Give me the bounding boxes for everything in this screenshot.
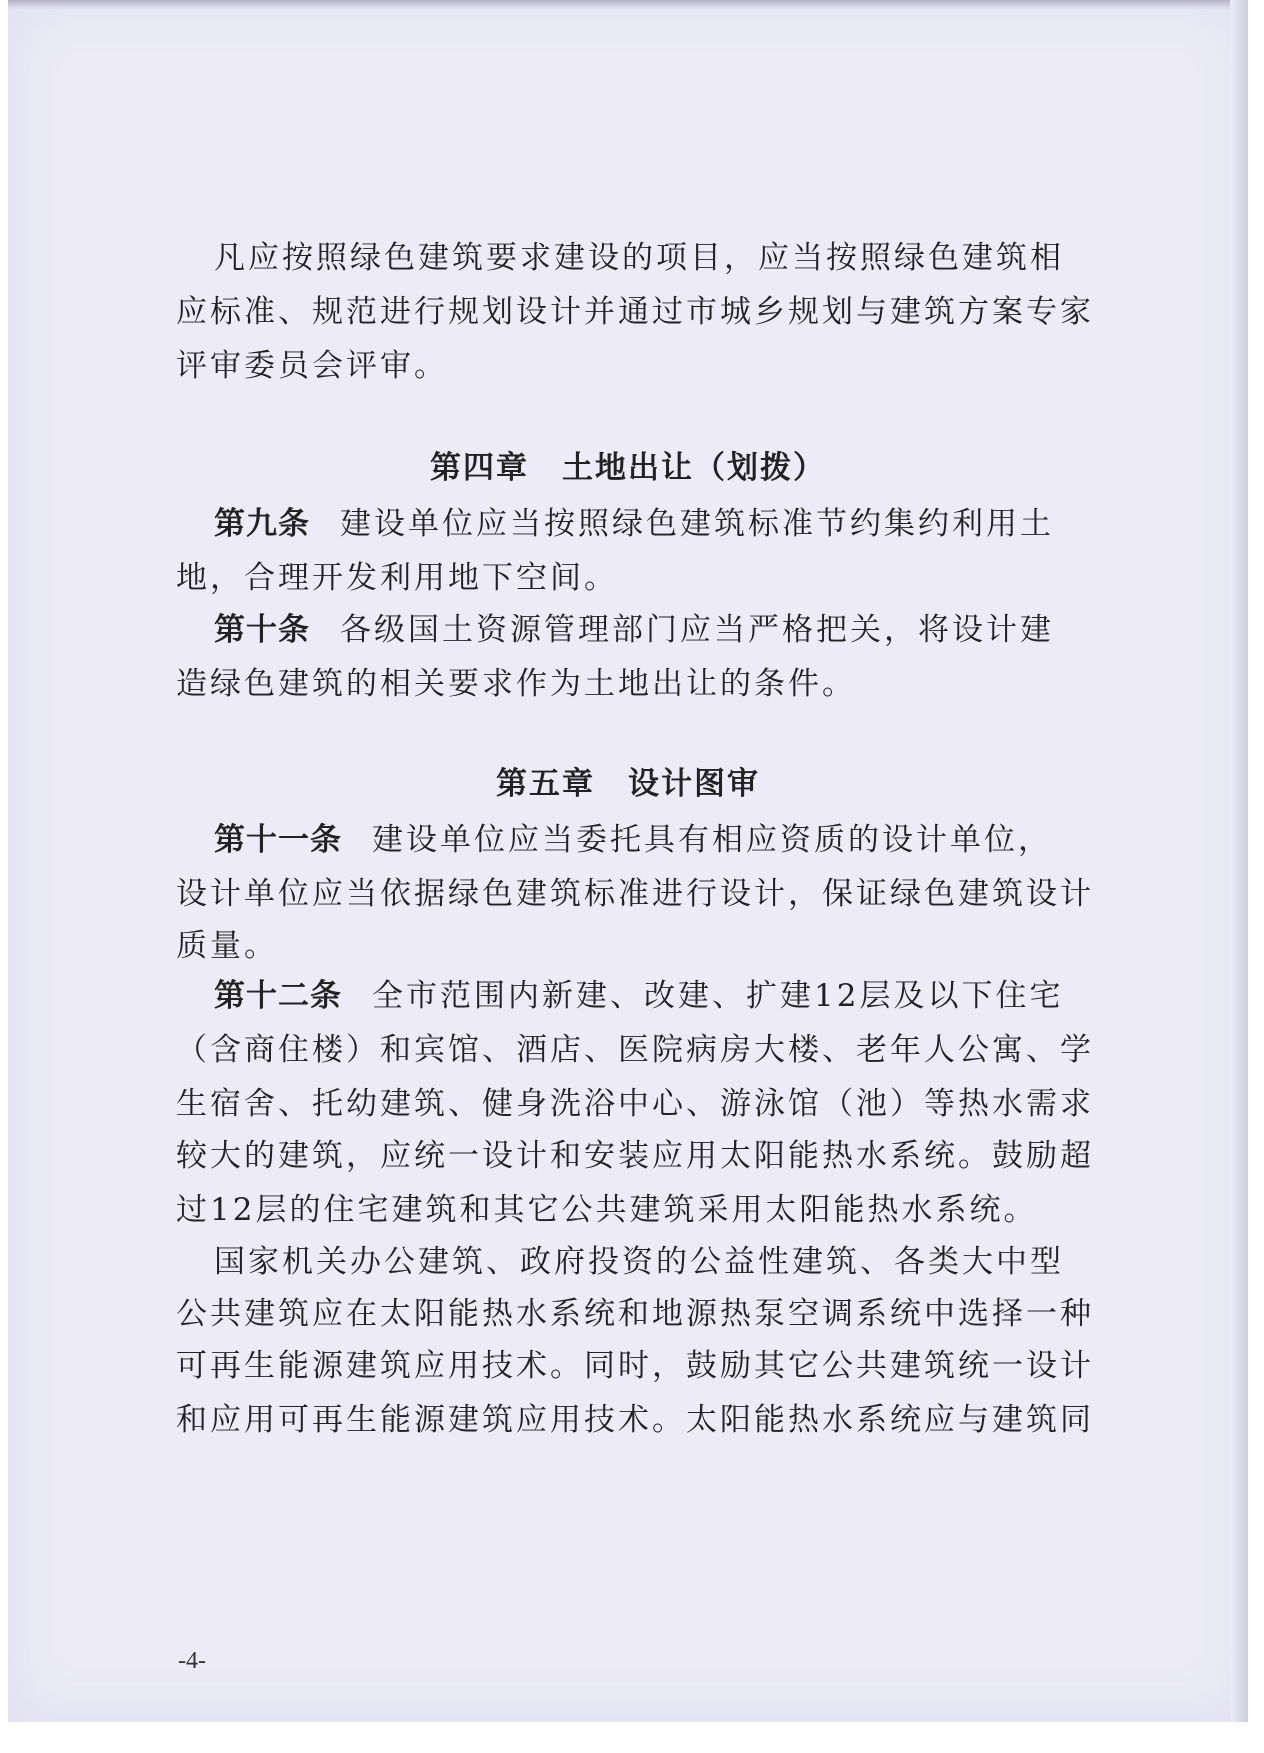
paragraph-line: 和应用可再生能源建筑应用技术。太阳能热水系统应与建筑同 <box>176 1402 1094 1438</box>
paragraph-line: 可再生能源建筑应用技术。同时，鼓励其它公共建筑统一设计 <box>176 1348 1094 1384</box>
article-label: 第十一条 <box>214 822 342 858</box>
paragraph-line: 设计单位应当依据绿色建筑标准进行设计，保证绿色建筑设计 <box>176 876 1094 912</box>
paragraph-line: 评审委员会评审。 <box>176 348 448 384</box>
paragraph-line: （含商住楼）和宾馆、酒店、医院病房大楼、老年人公寓、学 <box>176 1032 1094 1068</box>
article-11 <box>214 814 1124 859</box>
article-12 <box>214 970 1124 1015</box>
article-label: 第九条 <box>214 506 310 542</box>
article-text: 各级国土资源管理部门应当严格把关，将设计建 <box>340 612 1054 648</box>
chapter-heading: 第四章 土地出让（划拨） <box>430 450 826 486</box>
article-text: 建设单位应当按照绿色建筑标准节约集约利用土 <box>340 506 1054 542</box>
paragraph-line: 公共建筑应在太阳能热水系统和地源热泵空调系统中选择一种 <box>176 1296 1094 1332</box>
article-9 <box>214 498 1124 543</box>
paragraph-line: 造绿色建筑的相关要求作为土地出让的条件。 <box>176 666 856 702</box>
chapter-heading: 第五章 设计图审 <box>496 766 760 802</box>
page-number: -4- <box>178 1648 206 1674</box>
paragraph-line: 较大的建筑，应统一设计和安装应用太阳能热水系统。鼓励超 <box>176 1138 1094 1174</box>
article-text: 全市范围内新建、改建、扩建12层及以下住宅 <box>372 978 1064 1014</box>
paragraph-line: 过12层的住宅建筑和其它公共建筑采用太阳能热水系统。 <box>176 1192 1038 1228</box>
document-page <box>8 0 1248 1722</box>
scan-edge-top <box>8 0 1248 10</box>
paragraph-line: 应标准、规范进行规划设计并通过市城乡规划与建筑方案专家 <box>176 294 1094 330</box>
article-10 <box>214 604 1124 649</box>
paragraph-line: 生宿舍、托幼建筑、健身洗浴中心、游泳馆（池）等热水需求 <box>176 1086 1094 1122</box>
article-label: 第十条 <box>214 612 310 648</box>
paragraph-line: 凡应按照绿色建筑要求建设的项目，应当按照绿色建筑相 <box>214 240 1064 276</box>
article-text: 建设单位应当委托具有相应资质的设计单位， <box>372 822 1052 858</box>
article-label: 第十二条 <box>214 978 342 1014</box>
scan-edge-right <box>1230 0 1248 1722</box>
paragraph-line: 质量。 <box>176 928 278 964</box>
paragraph-line: 国家机关办公建筑、政府投资的公益性建筑、各类大中型 <box>214 1244 1064 1280</box>
paragraph-line: 地，合理开发利用地下空间。 <box>176 560 618 596</box>
